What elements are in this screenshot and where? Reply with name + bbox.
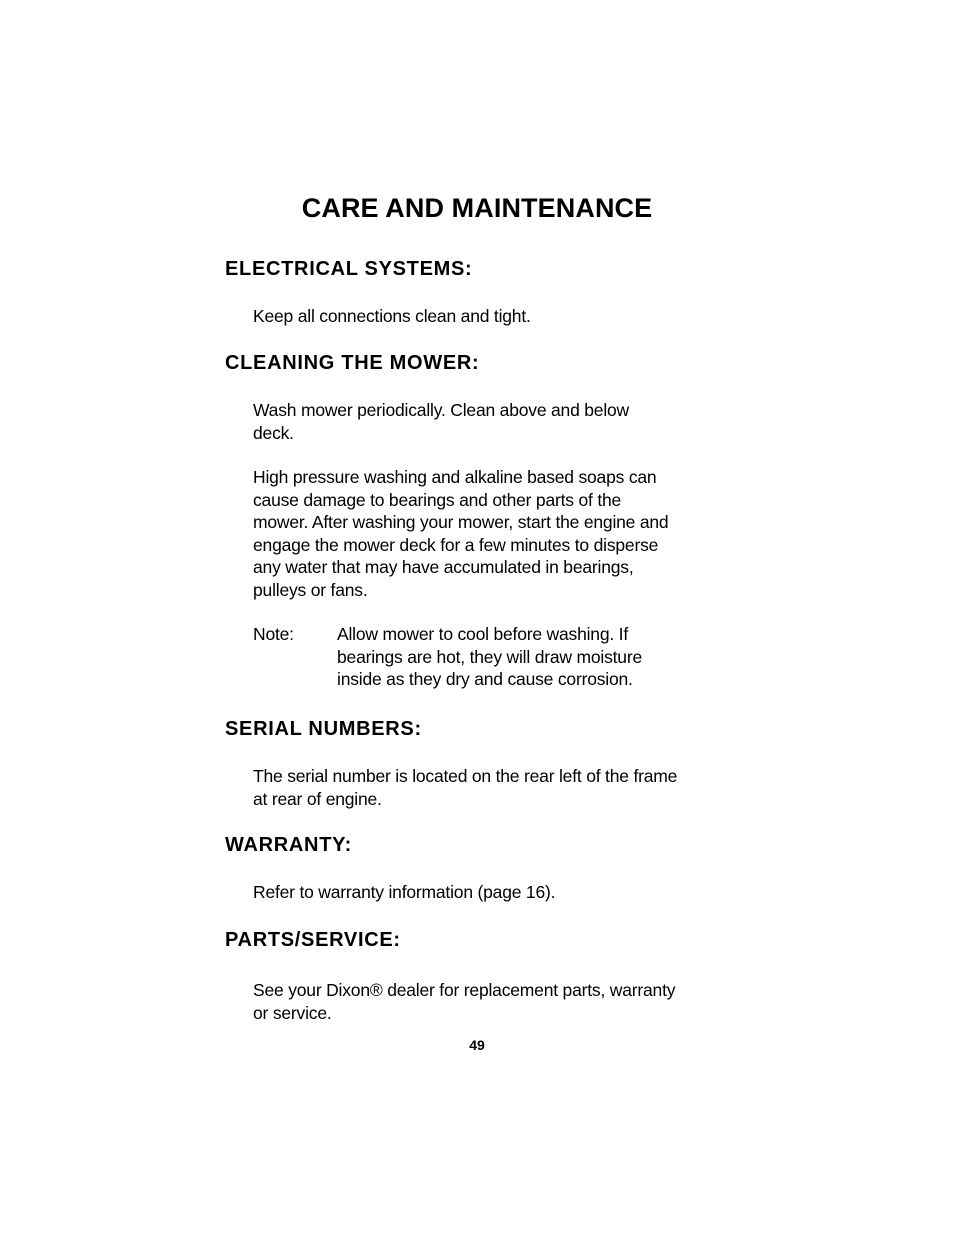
parts-service-text: See your Dixon® dealer for replacement parts, warranty or service. (253, 980, 676, 1023)
section-heading-parts-service: PARTS/SERVICE: (225, 929, 401, 951)
cleaning-text-1: Wash mower periodically. Clean above and below deck. (253, 400, 629, 443)
section-heading-serial-numbers: SERIAL NUMBERS: (225, 718, 422, 740)
section-heading-electrical-systems: ELECTRICAL SYSTEMS: (225, 258, 473, 280)
serial-numbers-text: The serial number is located on the rear left of the frame at rear of engine. (253, 766, 678, 809)
page-number: 49 (469, 1037, 485, 1053)
warranty-text: Refer to warranty information (page 16). (253, 882, 556, 902)
section-heading-warranty: WARRANTY: (225, 834, 353, 856)
section-heading-cleaning-the-mower: CLEANING THE MOWER: (225, 352, 480, 374)
note-label: Note: (253, 624, 294, 644)
page-title: CARE AND MAINTENANCE (301, 193, 653, 223)
electrical-systems-text: Keep all connections clean and tight. (253, 306, 531, 326)
cleaning-text-2: High pressure washing and alkaline based soaps can cause damage to bearings and other parts of the mower. After washing your mower, start the engine and engage the mower deck for a few minutes to disperse any water that may have accumulated in bearings, pulleys or fans. (253, 467, 669, 600)
note-text: Allow mower to cool before washing. If bearings are hot, they will draw moisture inside as they dry and cause corrosion. (337, 624, 642, 689)
